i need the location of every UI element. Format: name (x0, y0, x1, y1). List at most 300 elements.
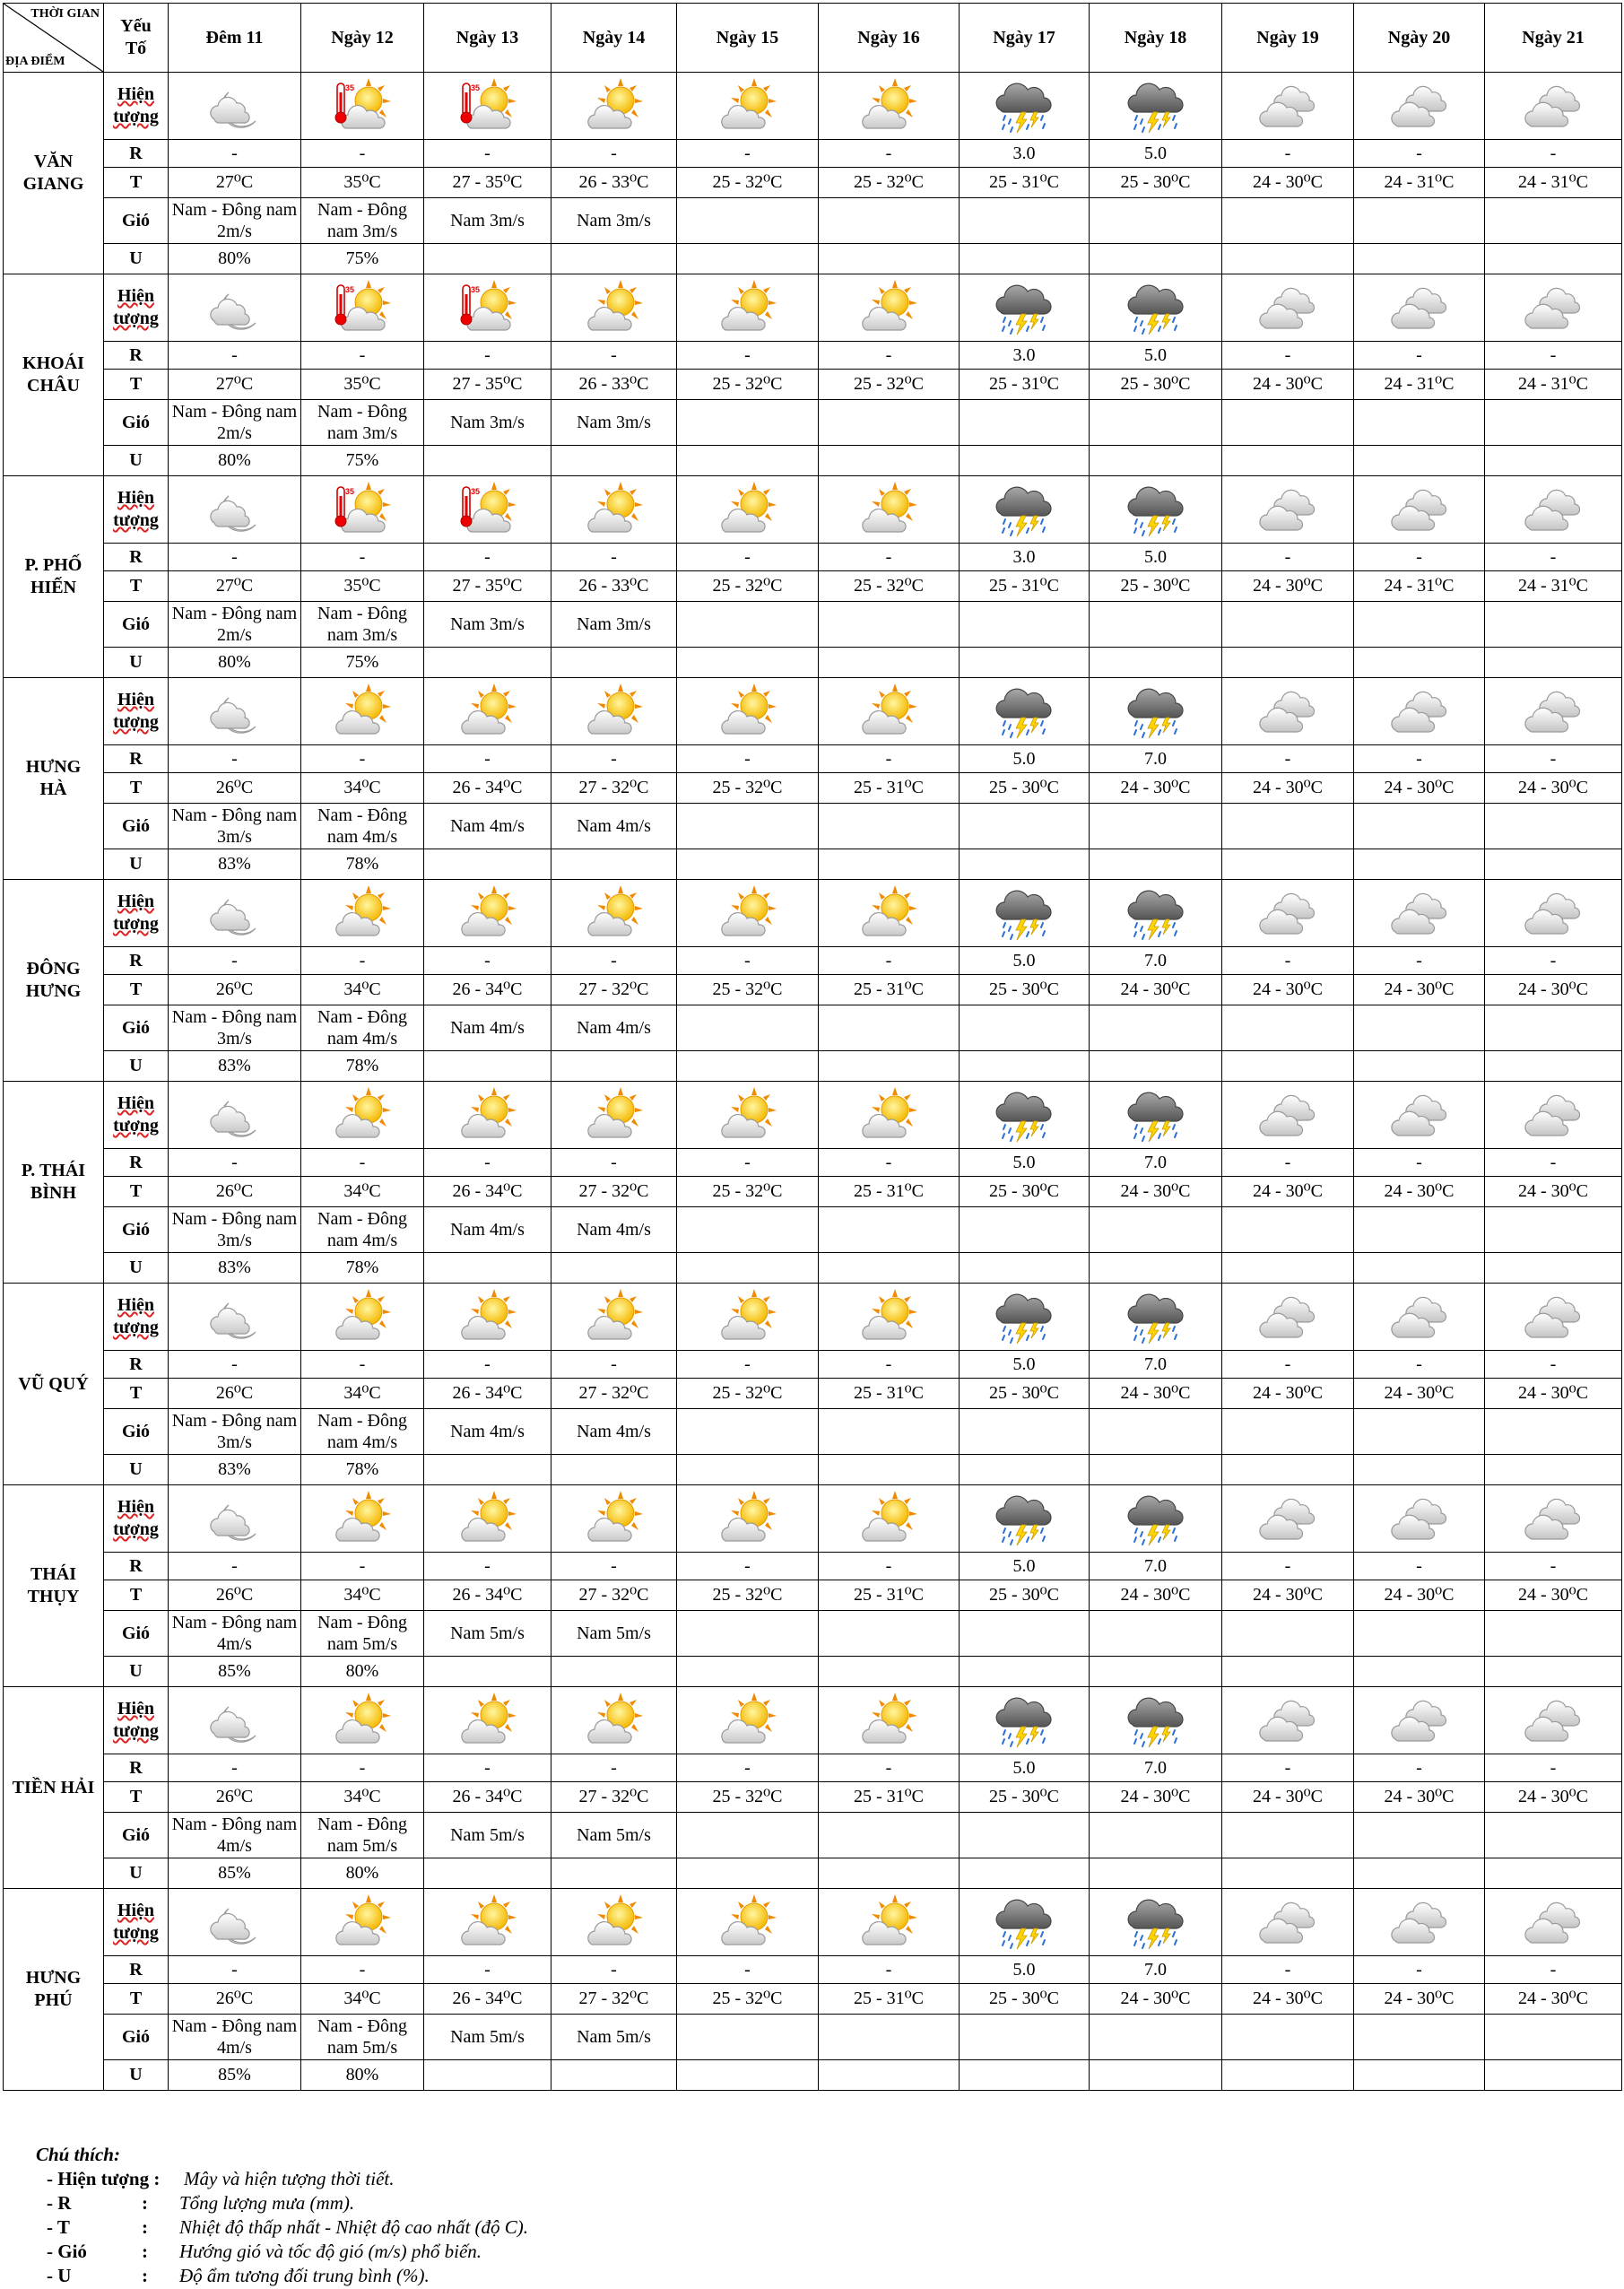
temperature-cell: 24 - 30⁰C (1090, 975, 1222, 1005)
weather-cell (301, 1889, 424, 1956)
legend-key: - T (47, 2216, 70, 2238)
weather-cell (1090, 880, 1222, 947)
thunderstorm-icon (1126, 1693, 1185, 1748)
wind-cell (1354, 1207, 1485, 1253)
temperature-cell: 24 - 30⁰C (1222, 168, 1354, 198)
temperature-cell: 26 - 34⁰C (424, 1379, 551, 1409)
weather-cell (819, 678, 960, 745)
temperature-cell: 25 - 31⁰C (819, 1177, 960, 1207)
thunderstorm-icon (1126, 482, 1185, 537)
location-row-temperature (4, 1580, 1622, 1611)
temperature-cell: 25 - 32⁰C (677, 1379, 819, 1409)
humidity-cell (960, 1858, 1090, 1889)
temperature-cell: 24 - 30⁰C (1222, 1984, 1354, 2015)
weather-cell (1354, 880, 1485, 947)
rain-cell: 7.0 (1090, 745, 1222, 773)
sun-cloud-icon (458, 1087, 517, 1143)
wind-cell: Nam - Đông nam 4m/s (301, 1005, 424, 1051)
location-row-phenomenon (4, 880, 1622, 947)
humidity-cell: 83% (169, 1455, 301, 1485)
hot-sun-cloud-icon (458, 482, 517, 537)
legend-item-humidity (36, 2264, 1112, 2288)
wind-cell (1222, 804, 1354, 849)
humidity-cell (1090, 1051, 1222, 1082)
wind-cell (1090, 1813, 1222, 1858)
row-label-temperature: T (104, 1580, 169, 1611)
location-row-humidity (4, 849, 1622, 880)
temperature-cell: 25 - 30⁰C (960, 1984, 1090, 2015)
weather-cell (1090, 274, 1222, 342)
sun-cloud-icon (333, 1289, 392, 1345)
humidity-cell (551, 1455, 677, 1485)
humidity-cell (551, 2060, 677, 2091)
location-row-temperature (4, 168, 1622, 198)
rain-cell: - (1485, 140, 1622, 168)
wind-cell (1354, 2015, 1485, 2060)
temperature-cell: 25 - 32⁰C (819, 571, 960, 602)
weather-cell (169, 274, 301, 342)
wind-cell: Nam - Đông nam 3m/s (301, 602, 424, 648)
temperature-cell: 26⁰C (169, 1177, 301, 1207)
rain-cell: 5.0 (1090, 140, 1222, 168)
wind-cell: Nam - Đông nam 4m/s (169, 1611, 301, 1657)
temperature-cell: 24 - 30⁰C (1354, 1782, 1485, 1813)
temperature-cell: 25 - 32⁰C (677, 168, 819, 198)
weather-cell (1354, 73, 1485, 140)
rain-cell: - (677, 1754, 819, 1782)
sun-cloud-icon (718, 1894, 777, 1950)
temperature-cell: 26 - 33⁰C (551, 571, 677, 602)
humidity-cell (819, 1051, 960, 1082)
sun-cloud-icon (458, 1289, 517, 1345)
thunderstorm-icon (994, 1087, 1054, 1143)
temperature-cell: 24 - 30⁰C (1354, 1580, 1485, 1611)
rain-cell: 3.0 (960, 342, 1090, 370)
temperature-cell: 24 - 30⁰C (1222, 1580, 1354, 1611)
rain-cell: 5.0 (960, 1351, 1090, 1379)
humidity-cell (960, 1253, 1090, 1284)
location-row-humidity (4, 1253, 1622, 1284)
temperature-cell: 24 - 30⁰C (1485, 1782, 1622, 1813)
night-cloud-moon-icon (205, 683, 265, 739)
weather-cell (1090, 73, 1222, 140)
weather-cell (819, 73, 960, 140)
humidity-cell (819, 1455, 960, 1485)
temperature-cell: 35⁰C (301, 168, 424, 198)
sun-cloud-icon (585, 1491, 644, 1546)
humidity-cell (1222, 648, 1354, 678)
row-label-line: Hiện (117, 286, 155, 306)
thunderstorm-icon (994, 1289, 1054, 1345)
rain-cell: - (1222, 1351, 1354, 1379)
wind-cell (1090, 1207, 1222, 1253)
temperature-cell: 24 - 30⁰C (1222, 370, 1354, 400)
wind-cell (819, 1207, 960, 1253)
row-label-line: tượng (113, 1923, 159, 1943)
humidity-cell (1485, 1051, 1622, 1082)
row-label-wind: Gió (104, 1005, 169, 1051)
wind-cell (1485, 1409, 1622, 1455)
rain-cell: - (169, 544, 301, 571)
night-cloud-moon-icon (205, 1894, 265, 1950)
temperature-cell: 27 - 32⁰C (551, 1782, 677, 1813)
wind-cell: Nam 4m/s (424, 1005, 551, 1051)
temperature-cell: 24 - 30⁰C (1485, 1379, 1622, 1409)
rain-cell: - (301, 1351, 424, 1379)
weather-cell (819, 880, 960, 947)
rain-cell: - (677, 1351, 819, 1379)
rain-cell: - (1222, 745, 1354, 773)
legend-text: Độ ẩm tương đối trung bình (%). (179, 2265, 430, 2286)
wind-cell: Nam 3m/s (551, 400, 677, 446)
factor-header-line-1: Yếu (120, 16, 152, 36)
rain-cell: - (1354, 1149, 1485, 1177)
location-row-temperature (4, 773, 1622, 804)
temperature-cell: 25 - 32⁰C (677, 571, 819, 602)
humidity-cell (960, 1051, 1090, 1082)
humidity-cell: 85% (169, 1858, 301, 1889)
wind-cell: Nam 3m/s (551, 198, 677, 244)
humidity-cell (1485, 1858, 1622, 1889)
humidity-cell (424, 1051, 551, 1082)
weather-cell (301, 73, 424, 140)
row-label-line: tượng (113, 107, 159, 126)
rain-cell: 5.0 (960, 1754, 1090, 1782)
location-row-humidity (4, 1858, 1622, 1889)
sun-cloud-icon (859, 280, 918, 335)
location-row-humidity (4, 648, 1622, 678)
humidity-cell (424, 446, 551, 476)
weather-cell (960, 476, 1090, 544)
humidity-cell (677, 1657, 819, 1687)
night-cloud-moon-icon (205, 78, 265, 134)
weather-cell (960, 73, 1090, 140)
rain-cell: - (424, 1553, 551, 1580)
row-label-humidity: U (104, 849, 169, 880)
wind-cell (1090, 198, 1222, 244)
weather-cell (1485, 1889, 1622, 1956)
humidity-cell: 80% (301, 2060, 424, 2091)
wind-cell (1222, 1005, 1354, 1051)
rain-cell: - (169, 1956, 301, 1984)
wind-cell: Nam 3m/s (551, 602, 677, 648)
svg-text:35: 35 (345, 83, 355, 92)
cloud-icon (1524, 1087, 1583, 1143)
temperature-cell: 25 - 30⁰C (1090, 168, 1222, 198)
rain-cell: 3.0 (960, 140, 1090, 168)
humidity-cell (424, 1858, 551, 1889)
weather-cell (1354, 1082, 1485, 1149)
weather-cell (1090, 1485, 1222, 1553)
humidity-cell (551, 1253, 677, 1284)
weather-cell (169, 678, 301, 745)
weather-cell (960, 880, 1090, 947)
sun-cloud-icon (458, 683, 517, 739)
sun-cloud-icon (718, 1693, 777, 1748)
weather-cell (677, 1687, 819, 1754)
sun-cloud-icon (585, 482, 644, 537)
location-row-phenomenon (4, 476, 1622, 544)
humidity-cell (1090, 446, 1222, 476)
humidity-cell: 75% (301, 244, 424, 274)
wind-cell (1354, 1409, 1485, 1455)
night-cloud-moon-icon (205, 280, 265, 335)
forecast-table (3, 3, 1622, 2091)
temperature-cell: 25 - 30⁰C (960, 975, 1090, 1005)
night-cloud-moon-icon (205, 1693, 265, 1748)
weather-cell (1090, 476, 1222, 544)
location-row-phenomenon (4, 678, 1622, 745)
location-row-temperature (4, 975, 1622, 1005)
location-name-line: HÀ (39, 779, 67, 799)
wind-cell (677, 1207, 819, 1253)
location-row-rain (4, 1149, 1622, 1177)
row-label-temperature: T (104, 1984, 169, 2015)
column-header: Ngày 15 (677, 4, 819, 73)
weather-cell (1222, 880, 1354, 947)
weather-cell (169, 1889, 301, 1956)
sun-cloud-icon (859, 1087, 918, 1143)
rain-cell: - (169, 745, 301, 773)
legend-text: Tổng lượng mưa (mm). (179, 2192, 355, 2214)
temperature-cell: 25 - 31⁰C (819, 975, 960, 1005)
weather-cell (424, 1889, 551, 1956)
sun-cloud-icon (718, 1289, 777, 1345)
row-label-rain: R (104, 1149, 169, 1177)
location-name-line: GIANG (22, 174, 84, 194)
temperature-cell: 24 - 30⁰C (1222, 773, 1354, 804)
location-row-humidity (4, 244, 1622, 274)
weather-cell (424, 476, 551, 544)
temperature-cell: 25 - 32⁰C (677, 1782, 819, 1813)
temperature-cell: 24 - 30⁰C (1354, 773, 1485, 804)
sun-cloud-icon (333, 1894, 392, 1950)
location-name (4, 73, 104, 274)
humidity-cell (1222, 446, 1354, 476)
night-cloud-moon-icon (205, 885, 265, 941)
location-name (4, 1082, 104, 1284)
svg-text:35: 35 (470, 83, 480, 92)
humidity-cell (960, 446, 1090, 476)
temperature-cell: 24 - 30⁰C (1354, 1177, 1485, 1207)
rain-cell: - (1354, 342, 1485, 370)
weather-cell (819, 1485, 960, 1553)
rain-cell: - (1222, 140, 1354, 168)
wind-cell (677, 2015, 819, 2060)
wind-cell (677, 1409, 819, 1455)
wind-cell: Nam 3m/s (424, 602, 551, 648)
sun-cloud-icon (859, 1894, 918, 1950)
svg-text:35: 35 (345, 285, 355, 294)
sun-cloud-icon (333, 1491, 392, 1546)
column-header: Ngày 16 (819, 4, 960, 73)
weather-cell (1485, 274, 1622, 342)
location-name (4, 880, 104, 1082)
legend-text: Hướng gió và tốc độ gió (m/s) phổ biến. (179, 2241, 482, 2262)
row-label-humidity: U (104, 1455, 169, 1485)
humidity-cell (819, 849, 960, 880)
wind-cell (677, 1611, 819, 1657)
location-row-temperature (4, 1177, 1622, 1207)
rain-cell: - (169, 140, 301, 168)
temperature-cell: 26 - 33⁰C (551, 370, 677, 400)
humidity-cell (819, 2060, 960, 2091)
wind-cell (819, 2015, 960, 2060)
wind-cell (677, 1813, 819, 1858)
row-label-line: tượng (113, 1519, 159, 1539)
sun-cloud-icon (333, 683, 392, 739)
sun-cloud-icon (859, 482, 918, 537)
rain-cell: - (1354, 140, 1485, 168)
row-label-phenomenon (104, 1485, 169, 1553)
rain-cell: - (677, 1553, 819, 1580)
temperature-cell: 26⁰C (169, 1984, 301, 2015)
humidity-cell (551, 1657, 677, 1687)
column-header: Ngày 21 (1485, 4, 1622, 73)
sun-cloud-icon (333, 1087, 392, 1143)
wind-cell (1485, 602, 1622, 648)
thunderstorm-icon (994, 78, 1054, 134)
cloud-icon (1524, 885, 1583, 941)
legend-text: Nhiệt độ thấp nhất - Nhiệt độ cao nhất (độ C). (179, 2216, 529, 2238)
row-label-rain: R (104, 1754, 169, 1782)
wind-cell: Nam 4m/s (551, 1409, 677, 1455)
humidity-cell: 85% (169, 1657, 301, 1687)
wind-cell: Nam 4m/s (551, 1005, 677, 1051)
rain-cell: - (551, 1553, 677, 1580)
legend-item-phenomenon (36, 2167, 1112, 2191)
location-row-humidity (4, 1657, 1622, 1687)
temperature-cell: 34⁰C (301, 1580, 424, 1611)
rain-cell: - (424, 1754, 551, 1782)
legend-key: - Gió (47, 2241, 87, 2262)
thunderstorm-icon (1126, 1289, 1185, 1345)
cloud-icon (1390, 1289, 1449, 1345)
cloud-icon (1390, 1087, 1449, 1143)
temperature-cell: 27 - 32⁰C (551, 1177, 677, 1207)
thunderstorm-icon (994, 1693, 1054, 1748)
location-row-humidity (4, 1051, 1622, 1082)
humidity-cell: 80% (169, 244, 301, 274)
humidity-cell: 78% (301, 849, 424, 880)
legend-text: Mây và hiện tượng thời tiết. (184, 2168, 395, 2189)
row-label-phenomenon (104, 678, 169, 745)
row-label-line: tượng (113, 1721, 159, 1741)
temperature-cell: 25 - 31⁰C (960, 370, 1090, 400)
weather-cell (169, 476, 301, 544)
row-label-temperature: T (104, 1177, 169, 1207)
wind-cell (960, 1409, 1090, 1455)
sun-cloud-icon (458, 885, 517, 941)
humidity-cell (1090, 1253, 1222, 1284)
temperature-cell: 24 - 30⁰C (1485, 1177, 1622, 1207)
humidity-cell: 83% (169, 1051, 301, 1082)
rain-cell: - (424, 342, 551, 370)
weather-cell (1354, 678, 1485, 745)
weather-cell (1485, 1082, 1622, 1149)
weather-cell (960, 1082, 1090, 1149)
temperature-cell: 27⁰C (169, 370, 301, 400)
weather-cell (169, 1284, 301, 1351)
rain-cell: - (301, 1956, 424, 1984)
humidity-cell (1222, 1455, 1354, 1485)
wind-cell: Nam - Đông nam 2m/s (169, 602, 301, 648)
hot-sun-cloud-icon (333, 482, 392, 537)
humidity-cell (1090, 1455, 1222, 1485)
weather-cell (1090, 1082, 1222, 1149)
humidity-cell: 75% (301, 446, 424, 476)
temperature-cell: 25 - 31⁰C (819, 1984, 960, 2015)
rain-cell: - (551, 140, 677, 168)
humidity-cell: 78% (301, 1455, 424, 1485)
hot-sun-cloud-icon (458, 78, 517, 134)
temperature-cell: 25 - 31⁰C (819, 1580, 960, 1611)
location-row-wind (4, 1611, 1622, 1657)
wind-cell (677, 400, 819, 446)
temperature-cell: 27⁰C (169, 571, 301, 602)
weather-cell (169, 73, 301, 140)
weather-cell (1090, 1284, 1222, 1351)
rain-cell: - (1354, 1754, 1485, 1782)
wind-cell: Nam 5m/s (424, 2015, 551, 2060)
hot-sun-cloud-icon (333, 78, 392, 134)
row-label-wind: Gió (104, 1611, 169, 1657)
weather-cell (819, 1284, 960, 1351)
rain-cell: - (677, 1149, 819, 1177)
thunderstorm-icon (994, 482, 1054, 537)
night-cloud-moon-icon (205, 482, 265, 537)
temperature-cell: 24 - 30⁰C (1354, 975, 1485, 1005)
row-label-humidity: U (104, 1253, 169, 1284)
wind-cell (819, 804, 960, 849)
temperature-cell: 26 - 34⁰C (424, 1782, 551, 1813)
temperature-cell: 25 - 32⁰C (677, 975, 819, 1005)
humidity-cell (960, 1455, 1090, 1485)
sun-cloud-icon (718, 1491, 777, 1546)
thunderstorm-icon (1126, 683, 1185, 739)
row-label-line: Hiện (117, 690, 155, 709)
night-cloud-moon-icon (205, 1491, 265, 1546)
row-label-wind: Gió (104, 1207, 169, 1253)
rain-cell: - (819, 1149, 960, 1177)
cloud-icon (1524, 78, 1583, 134)
temperature-cell: 34⁰C (301, 773, 424, 804)
row-label-humidity: U (104, 1858, 169, 1889)
row-label-phenomenon (104, 880, 169, 947)
row-label-line: Hiện (117, 1497, 155, 1517)
row-label-phenomenon (104, 1889, 169, 1956)
column-header: Ngày 17 (960, 4, 1090, 73)
sun-cloud-icon (585, 1894, 644, 1950)
temperature-cell: 25 - 30⁰C (960, 1580, 1090, 1611)
temperature-cell: 27 - 32⁰C (551, 1580, 677, 1611)
legend-item-rain (36, 2191, 1112, 2215)
weather-cell (819, 274, 960, 342)
rain-cell: - (169, 947, 301, 975)
temperature-cell: 25 - 31⁰C (960, 571, 1090, 602)
temperature-cell: 24 - 30⁰C (1354, 1984, 1485, 2015)
weather-cell (424, 880, 551, 947)
wind-cell: Nam 3m/s (424, 400, 551, 446)
wind-cell: Nam 5m/s (424, 1813, 551, 1858)
temperature-cell: 27 - 35⁰C (424, 571, 551, 602)
humidity-cell (1485, 446, 1622, 476)
temperature-cell: 25 - 30⁰C (1090, 571, 1222, 602)
cloud-icon (1390, 683, 1449, 739)
factor-header (104, 4, 169, 73)
location-name-line: BÌNH (30, 1183, 77, 1203)
humidity-cell (1222, 1858, 1354, 1889)
